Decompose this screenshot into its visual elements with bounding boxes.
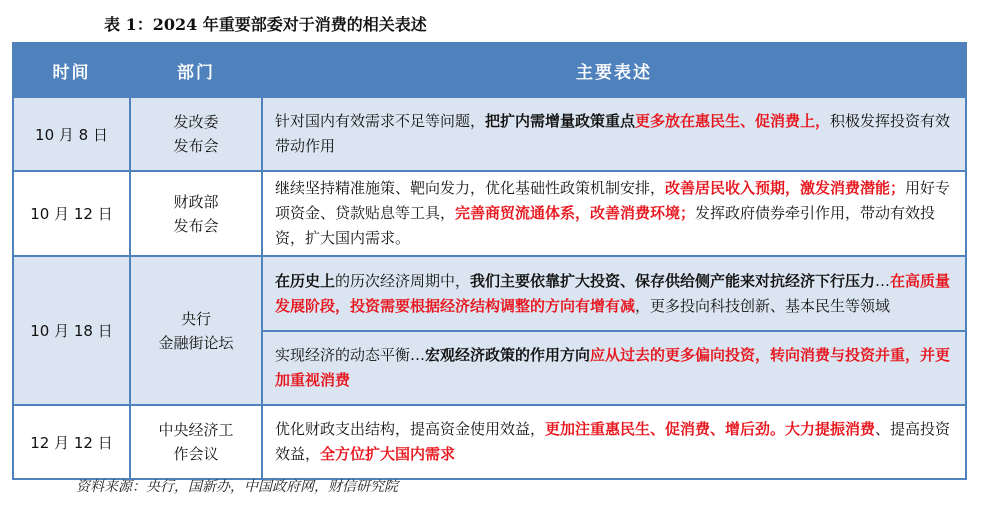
table-row [13, 405, 966, 479]
dept-cell [130, 256, 262, 405]
desc-text: 继续坚持精准施策、靶向发力，优化基础性政策机制安排， [275, 179, 666, 197]
bold-text: 把扩内需增量政策重点 [485, 112, 636, 130]
header-desc: 主要表述 [262, 43, 966, 97]
desc-text: 针对国内有效需求不足等问题， [275, 112, 486, 130]
bold-text: 我们主要依靠扩大投资、保存供给侧产能来对抗经济下行压力 [470, 271, 876, 290]
header-time: 时间 [13, 43, 130, 97]
table-row [13, 97, 966, 171]
highlight-text: 更加注重惠民生、促消费、增后劲。大力提振消费 [545, 420, 876, 438]
desc-text: ，更多投向科技创新、基本民生等领域 [635, 296, 891, 315]
date-cell: 10 月 8 日 [13, 97, 130, 171]
bold-text: 宏观经济政策的作用方向 [425, 346, 591, 364]
highlight-text: 应从过去的更多偏向投资，转向消费与投资并重，并更加重视消费 [275, 346, 951, 389]
desc-text: 的历次经济周期中， [335, 271, 471, 290]
desc-cell [262, 97, 966, 171]
table-row [13, 171, 966, 256]
dept-line: 作会议 [173, 445, 219, 463]
desc-cell [262, 256, 966, 331]
highlight-text: 改善居民收入预期，激发消费潜能； [665, 179, 906, 197]
desc-text: … [875, 271, 891, 290]
date-cell: 10 月 12 日 [13, 171, 130, 256]
dept-line: 发改委 [173, 113, 219, 131]
dept-line: 央行 [180, 309, 211, 328]
desc-cell [262, 405, 966, 479]
highlight-text: 更多放在惠民生、促消费上， [635, 112, 831, 130]
highlight-text: 在高质量发展阶段，投资需要根据经济结构调整的方向有增有减 [275, 271, 951, 315]
desc-text: 实现经济的动态平衡… [275, 346, 426, 364]
dept-cell [130, 97, 262, 171]
desc-text: 用好专项资金、贷款贴息等工具， [275, 179, 951, 222]
desc-text: 优化财政支出结构，提高资金使用效益， [275, 420, 546, 438]
dept-line: 金融街论坛 [158, 333, 234, 352]
source-note: 资料来源：央行，国新办，中国政府网，财信研究院 [76, 479, 398, 495]
date-cell: 12 月 12 日 [13, 405, 130, 479]
policy-table [12, 42, 967, 480]
bold-text: 在历史上 [275, 271, 336, 290]
desc-cell [262, 331, 966, 405]
desc-text: 、提高投资效益， [275, 420, 951, 463]
table-row [13, 256, 966, 331]
date-cell: 10 月 18 日 [13, 256, 130, 405]
table-header-row [13, 43, 966, 97]
highlight-text: 全方位扩大国内需求 [320, 445, 456, 463]
desc-cell [262, 171, 966, 256]
desc-text: 发挥政府债券牵引作用，带动有效投资，扩大国内需求。 [275, 204, 936, 247]
highlight-text: 完善商贸流通体系，改善消费环境； [455, 204, 696, 222]
dept-line: 发布会 [173, 137, 219, 155]
table-caption: 表 1：2024 年重要部委对于消费的相关表述 [104, 15, 427, 34]
desc-text: 积极发挥投资有效带动作用 [275, 112, 951, 155]
dept-cell [130, 171, 262, 256]
dept-line: 财政部 [173, 192, 219, 211]
dept-cell [130, 405, 262, 479]
header-dept: 部门 [130, 43, 262, 97]
dept-line: 中央经济工 [158, 421, 234, 439]
dept-line: 发布会 [173, 216, 219, 235]
